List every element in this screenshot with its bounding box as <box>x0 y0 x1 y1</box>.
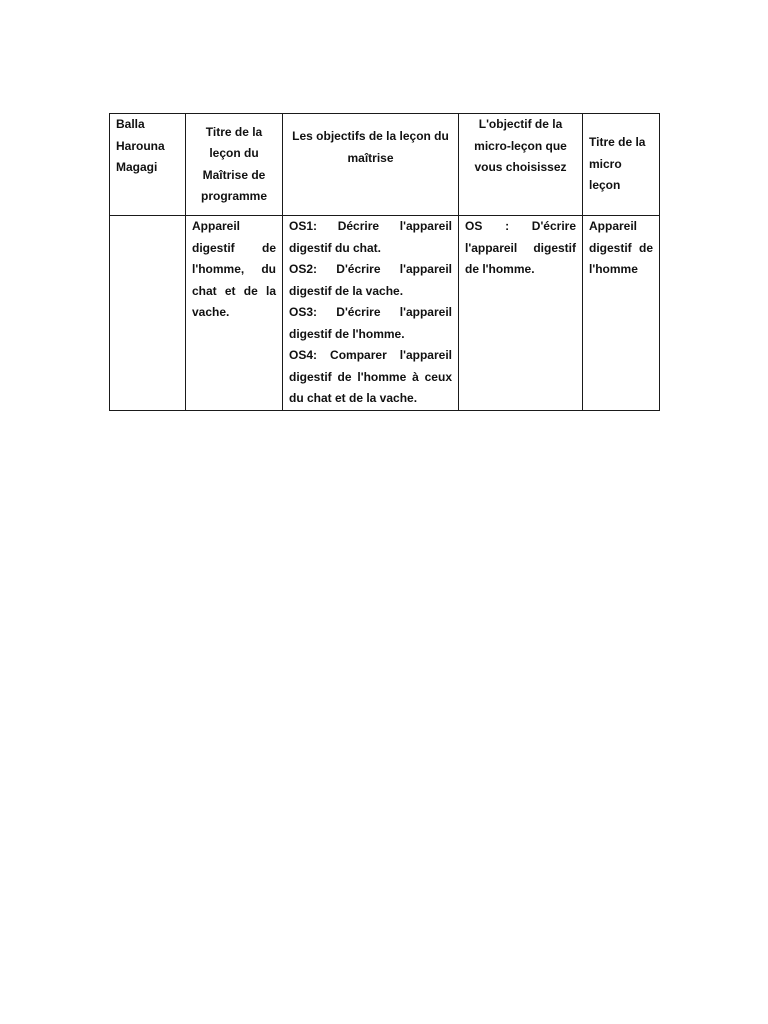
objective-os3: OS3: D'écrire l'appareil digestif de l'homme. <box>289 305 452 341</box>
table-header-row <box>110 114 660 216</box>
lesson-plan-table <box>109 113 660 411</box>
header-objectives-cell <box>283 114 459 216</box>
row-micro-objective-cell <box>459 216 583 411</box>
objective-os4: OS4: Comparer l'appareil digestif de l'homme à ceux du chat et de la vache. <box>289 348 452 405</box>
header-lesson-title-cell <box>186 114 283 216</box>
header-micro-objective-cell <box>459 114 583 216</box>
objective-os1: OS1: Décrire l'appareil digestif du chat. <box>289 219 452 255</box>
header-micro-title-label: Titre de la micro leçon <box>589 135 646 193</box>
row-lesson-title: Appareil digestif de l'homme, du chat et de la vache. <box>192 219 276 319</box>
row-micro-title-cell <box>583 216 660 411</box>
row-micro-title: Appareil digestif de l'homme <box>589 219 653 276</box>
row-micro-objective: OS : D'écrire l'appareil digestif de l'homme. <box>465 219 576 276</box>
table-row <box>110 216 660 411</box>
header-objectives-label: Les objectifs de la leçon du maîtrise <box>292 129 449 165</box>
objective-os2: OS2: D'écrire l'appareil digestif de la vache. <box>289 262 452 298</box>
header-lesson-title-label: Titre de la leçon du Maîtrise de programme <box>200 124 268 203</box>
row-name-cell <box>110 216 186 411</box>
teacher-name: Balla Harouna Magagi <box>116 117 165 174</box>
header-micro-objective-label: L'objectif de la micro-leçon que vous choisissez <box>474 117 567 174</box>
header-name-cell <box>110 114 186 216</box>
header-micro-title-cell <box>583 114 660 216</box>
row-lesson-title-cell <box>186 216 283 411</box>
row-objectives-cell <box>283 216 459 411</box>
